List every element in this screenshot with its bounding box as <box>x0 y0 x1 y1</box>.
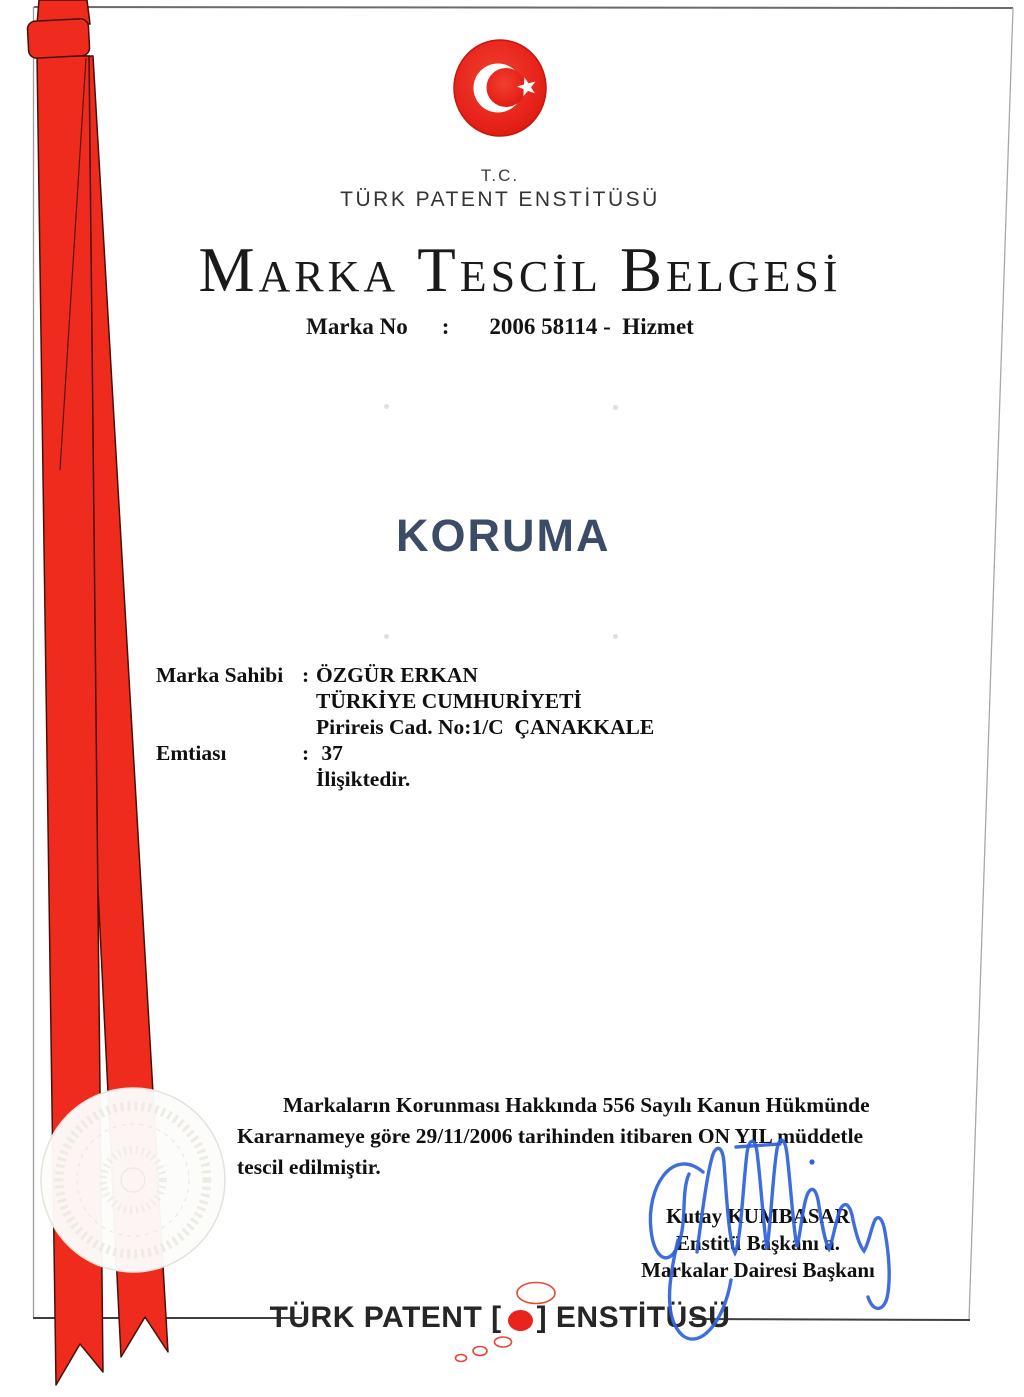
title-word-3: BELGESİ <box>619 235 842 305</box>
owner-value: TÜRKİYE CUMHURİYETİ <box>316 689 582 713</box>
marka-no-label: Marka No <box>306 314 408 339</box>
footer-logo-part2: ] ENSTİTÜSÜ <box>536 1301 731 1334</box>
footer-logo-part1: TÜRK PATENT [ <box>269 1301 502 1334</box>
owner-value: ÖZGÜR ERKAN <box>316 663 478 687</box>
statement-line: Kararnameye göre 29/11/2006 tarihinden itibaren ON YIL müddetle <box>237 1124 864 1148</box>
signatory-name: Kutay KUMBASAR <box>666 1204 850 1228</box>
emtiasi-sep: : <box>302 741 310 765</box>
owner-label: Marka Sahibi <box>156 663 284 687</box>
signatory-role-2: Markalar Dairesi Başkanı <box>641 1258 875 1282</box>
attachment-value: İlişiktedir. <box>316 767 411 791</box>
trademark-name: KORUMA <box>396 510 611 561</box>
statement-line: tescil edilmiştir. <box>237 1155 381 1179</box>
emtiasi-value: 37 <box>316 741 343 765</box>
marka-no-value: 2006 58114 - Hizmet <box>489 314 694 339</box>
emtiasi-label: Emtiası <box>156 741 227 765</box>
org-abbrev: T.C. <box>480 166 520 185</box>
owner-value: Pirireis Cad. No:1/C ÇANAKKALE <box>316 715 655 739</box>
owner-sep: : <box>302 663 310 687</box>
statement-line: Markaların Korunması Hakkında 556 Sayılı Kanun Hükmünde <box>283 1093 870 1117</box>
marka-no-separator: : <box>441 314 450 339</box>
institute-name: TÜRK PATENT ENSTİTÜSÜ <box>340 188 660 211</box>
title-word-2: TESCİL <box>417 235 602 305</box>
signatory-role-1: Enstitü Başkanı a. <box>676 1231 840 1255</box>
title-word-1: MARKA <box>198 235 400 305</box>
